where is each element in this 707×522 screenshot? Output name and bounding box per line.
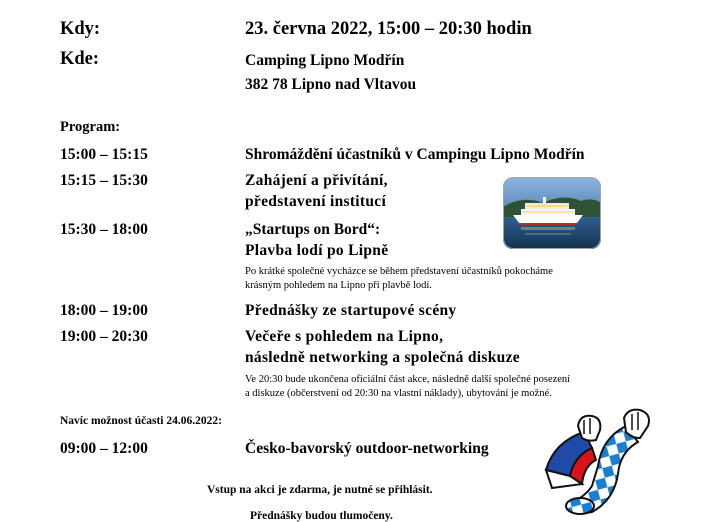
- program-title-4: Přednášky ze startupové scény: [245, 302, 457, 319]
- program-title-5: Večeře s pohledem na Lipno,: [245, 328, 444, 345]
- program-time-5: 19:00 – 20:30: [60, 328, 148, 345]
- extra-time: 09:00 – 12:00: [60, 440, 148, 457]
- program-title-2: Zahájení a přivítání,: [245, 172, 388, 189]
- when-value: 23. června 2022, 15:00 – 20:30 hodin: [245, 19, 532, 39]
- program-time-4: 18:00 – 19:00: [60, 302, 148, 319]
- footer-line-1: Vstup na akci je zdarma, je nutné se přihlásit.: [207, 484, 433, 496]
- program-time-2: 15:15 – 15:30: [60, 172, 148, 189]
- where-label: Kde:: [60, 49, 100, 69]
- program-time-3: 15:30 – 18:00: [60, 221, 148, 238]
- extra-heading: Navíc možnost účasti 24.06.2022:: [60, 415, 222, 427]
- program-title-3b: Plavba lodí po Lipně: [245, 242, 389, 259]
- program-title-3: „Startups on Bord“:: [245, 221, 381, 238]
- where-line-1: Camping Lipno Modřín: [245, 52, 405, 69]
- program-note-5a: Ve 20:30 bude ukončena oficiální část akce, následně další společné posezení: [245, 374, 571, 385]
- when-label: Kdy:: [60, 19, 101, 39]
- program-note-5b: a diskuze (občerstvení od 20:30 na vlastní náklady), ubytování je možné.: [245, 388, 552, 399]
- where-line-2: 382 78 Lipno nad Vltavou: [245, 76, 417, 93]
- program-title-1: Shromáždění účastníků v Campingu Lipno Modřín: [245, 146, 585, 163]
- program-note-3a: Po krátké společné vycházce se během představení účastníků pokocháme: [245, 266, 553, 277]
- extra-text: Česko-bavorský outdoor-networking: [245, 440, 489, 457]
- program-heading: Program:: [60, 119, 121, 135]
- boat-photo: [503, 177, 601, 249]
- program-title-2b: představení institucí: [245, 193, 387, 210]
- program-title-5b: následně networking a společná diskuze: [245, 349, 520, 366]
- czech-bavarian-arm-illustration: [540, 408, 660, 520]
- program-time-1: 15:00 – 15:15: [60, 146, 148, 163]
- program-note-3b: krásným pohledem na Lipno při plavbě lodí.: [245, 280, 432, 291]
- footer-line-2: Přednášky budou tlumočeny.: [250, 510, 393, 522]
